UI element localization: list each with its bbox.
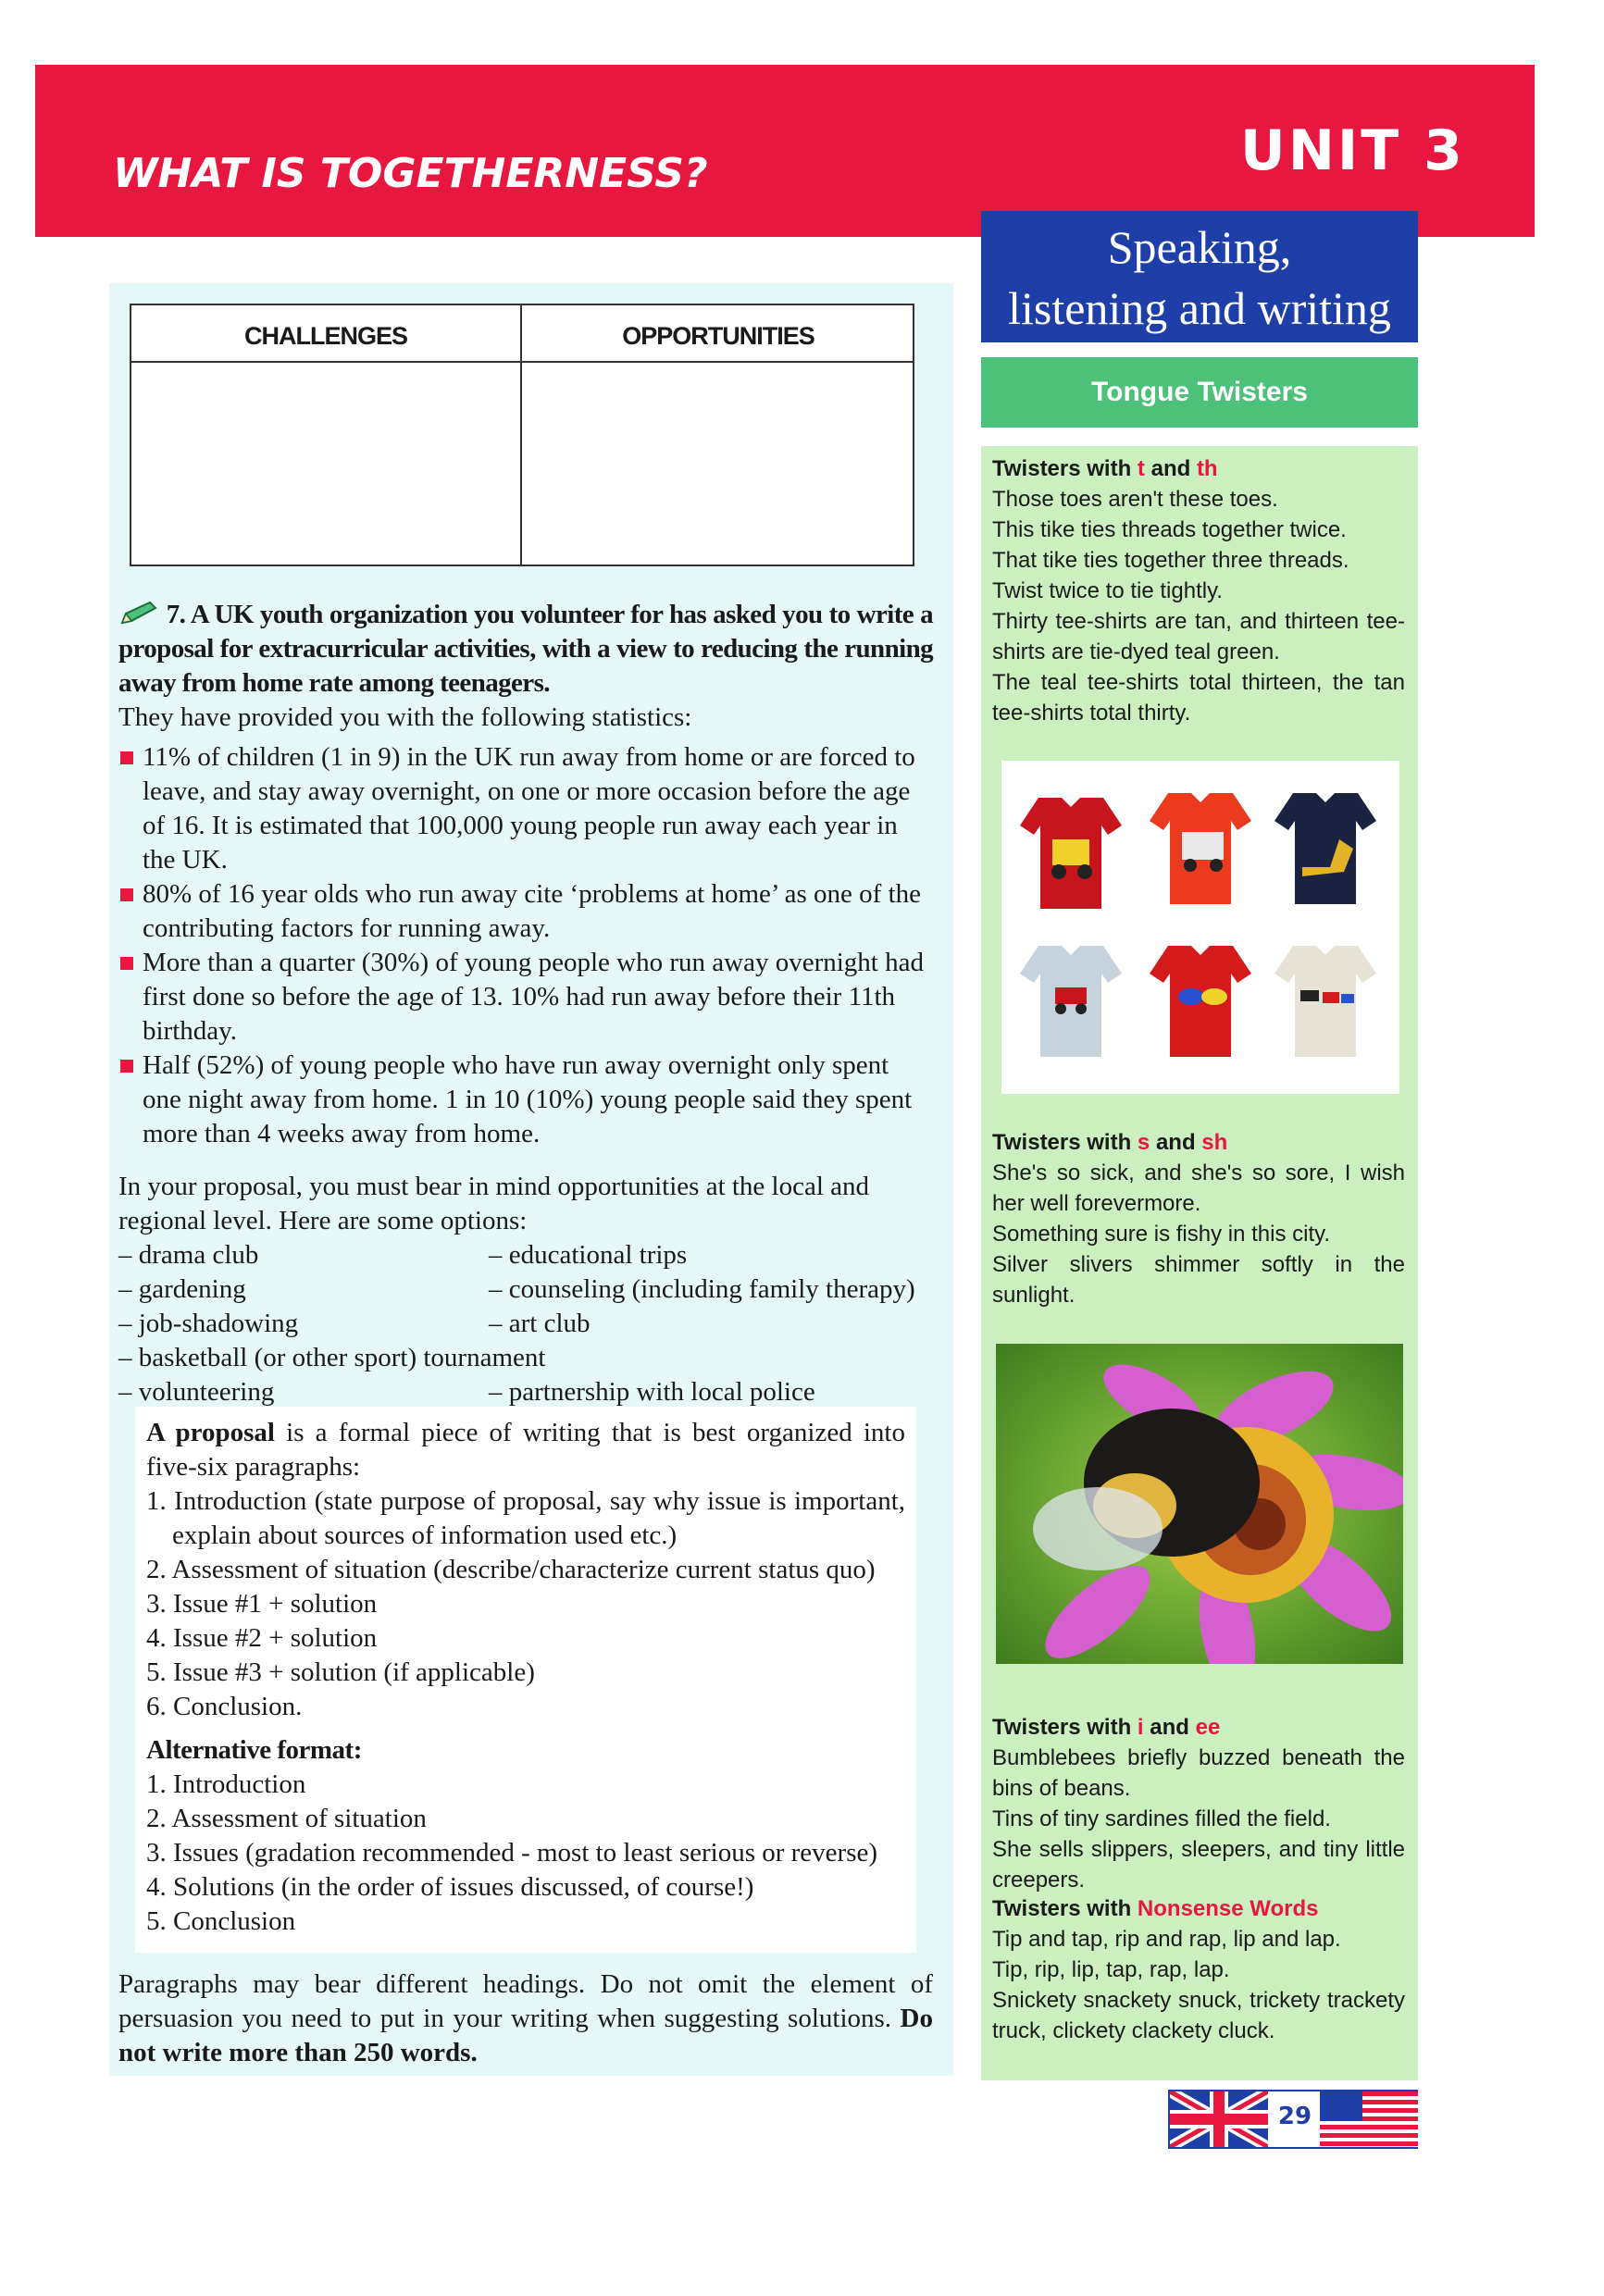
table-header-opportunities: OPPORTUNITIES <box>622 322 814 350</box>
twister-line: Thirty tee-shirts are tan, and thirteen tee-shirts are tie-dyed teal green. <box>992 609 1405 664</box>
writing-task-panel <box>109 283 953 2076</box>
list-item: 6. Conclusion. <box>146 1692 303 1721</box>
task-text: 7. A UK youth organization you volunteer for has asked you to write a proposal for extracurricular activities, with a view to reducing the running away from home rate among teenagers. <box>118 600 933 698</box>
options-intro: In your proposal, you must bear in mind opportunities at the local and regional level. Here are some options: <box>118 1172 870 1235</box>
twister-heading: Twisters with t and th <box>992 456 1218 481</box>
task-intro: They have provided you with the following statistics: <box>118 702 692 732</box>
proposal-definition-text: is a formal piece of writing that is best organized into five-six paragraphs: <box>146 1418 905 1482</box>
option-item: – basketball (or other sport) tournament <box>118 1343 546 1372</box>
list-item: 4. Issue #2 + solution <box>146 1623 378 1653</box>
statistics-list <box>118 740 924 1151</box>
list-item: 1. Introduction <box>146 1769 306 1799</box>
twister-line: She's so sick, and she's so sore, I wish her well forevermore. <box>992 1160 1405 1216</box>
twister-line: Tip and tap, rip and rap, lip and lap. <box>992 1927 1341 1952</box>
twister-group-i-ee <box>992 1712 1405 1895</box>
twister-line: Something sure is fishy in this city. <box>992 1222 1331 1247</box>
twister-line: Those toes aren't these toes. <box>992 487 1278 512</box>
twister-heading: Twisters with s and sh <box>992 1130 1228 1155</box>
section-title-line2: listening and writing <box>1008 282 1391 334</box>
option-item: – drama club <box>118 1240 259 1270</box>
list-item: 5. Issue #3 + solution (if applicable) <box>146 1657 535 1687</box>
list-item: 80% of 16 year olds who run away cite ‘problems at home’ as one of the contributing factors for running away. <box>118 877 924 946</box>
list-item: 11% of children (1 in 9) in the UK run away from home or are forced to leave, and stay away overnight, on one or more occasion before the age of 16. It is estimated that 100,000 young people run away each year in the UK. <box>118 740 924 877</box>
list-item: 2. Assessment of situation (describe/characterize current status quo) <box>146 1555 876 1584</box>
alternative-format-title: Alternative format: <box>146 1735 362 1765</box>
proposal-definition <box>146 1416 905 1484</box>
twister-group-nonsense <box>992 1893 1405 2046</box>
twister-line: Tip, rip, lip, tap, rap, lap. <box>992 1957 1230 1982</box>
list-item: More than a quarter (30%) of young people who run away overnight had first done so before the age of 13. 10% had run away before their 11th birthday. <box>118 946 924 1049</box>
twister-line: Silver slivers shimmer softly in the sunlight. <box>992 1252 1405 1308</box>
twister-group-t-th <box>992 453 1405 728</box>
list-item: 4. Solutions (in the order of issues discussed, of course!) <box>146 1872 754 1902</box>
tongue-twisters-heading: Tongue Twisters <box>981 357 1418 428</box>
options-list <box>118 1238 933 1409</box>
page-number-bar <box>1168 2090 1418 2149</box>
option-item: – volunteering <box>118 1377 275 1407</box>
twister-heading: Twisters with Nonsense Words <box>992 1896 1319 1921</box>
twister-heading: Twisters with i and ee <box>992 1715 1221 1740</box>
uk-flag-icon <box>1170 2091 1268 2147</box>
twister-line: Snickety snackety snuck, trickety trackety truck, clickety clackety cluck. <box>992 1988 1405 2043</box>
bee-illustration <box>996 1344 1403 1664</box>
section-title-line1: Speaking, <box>1107 221 1292 273</box>
page-number: 29 <box>1277 2103 1312 2130</box>
twister-line: Bumblebees briefly buzzed beneath the bins of beans. <box>992 1745 1405 1801</box>
table-header-challenges: CHALLENGES <box>243 322 407 350</box>
list-item: 3. Issue #1 + solution <box>146 1589 378 1619</box>
pencil-icon <box>118 601 159 627</box>
unit-label: UNIT 3 <box>1240 118 1465 183</box>
option-item: – partnership with local police <box>489 1377 815 1407</box>
alternative-format-steps <box>146 1768 905 1939</box>
us-flag-icon <box>1320 2091 1418 2147</box>
tongue-twisters-panel <box>981 446 1418 2080</box>
twister-line: Twist twice to tie tightly. <box>992 578 1223 603</box>
twister-line: That tike ties together three threads. <box>992 548 1349 573</box>
twister-line: This tike ties threads together twice. <box>992 517 1347 542</box>
tshirts-image <box>1001 761 1399 1094</box>
closing-text: Paragraphs may bear different headings. Do not omit the element of persuasion you need to put in your writing when suggesting solutions. <box>118 1969 933 2033</box>
task-instruction <box>118 598 933 735</box>
proposal-term: A proposal <box>146 1418 275 1447</box>
list-item: 3. Issues (gradation recommended - most to least serious or reverse) <box>146 1838 878 1868</box>
tshirts-illustration <box>1001 761 1399 1094</box>
option-item: – counseling (including family therapy) <box>489 1274 915 1304</box>
list-item: 5. Conclusion <box>146 1906 296 1936</box>
option-item: – educational trips <box>489 1240 688 1270</box>
twister-line: She sells slippers, sleepers, and tiny little creepers. <box>992 1837 1405 1893</box>
option-item: – job-shadowing <box>118 1309 299 1338</box>
bee-on-flower-image <box>996 1344 1403 1664</box>
closing-paragraph <box>118 1967 933 2070</box>
list-item: Half (52%) of young people who have run away overnight only spent one night away from home. 1 in 10 (10%) young people said they spent more than 4 weeks away from home. <box>118 1049 924 1151</box>
proposal-steps <box>146 1484 905 1724</box>
list-item: 1. Introduction (state purpose of proposal, say why issue is important, explain about sources of information used etc.) <box>146 1486 905 1550</box>
option-item: – gardening <box>118 1274 246 1304</box>
option-item: – art club <box>489 1309 591 1338</box>
challenges-opportunities-table <box>130 304 914 566</box>
page-title: WHAT IS TOGETHERNESS? <box>113 150 708 197</box>
proposal-info-box <box>135 1407 916 1953</box>
twister-line: Tins of tiny sardines filled the field. <box>992 1806 1331 1831</box>
section-title-box <box>981 211 1418 342</box>
twister-group-s-sh <box>992 1127 1405 1310</box>
list-item: 2. Assessment of situation <box>146 1804 427 1833</box>
twister-line: The teal tee-shirts total thirteen, the tan tee-shirts total thirty. <box>992 670 1405 726</box>
word-limit: Do not write more than 250 words. <box>118 2004 933 2067</box>
